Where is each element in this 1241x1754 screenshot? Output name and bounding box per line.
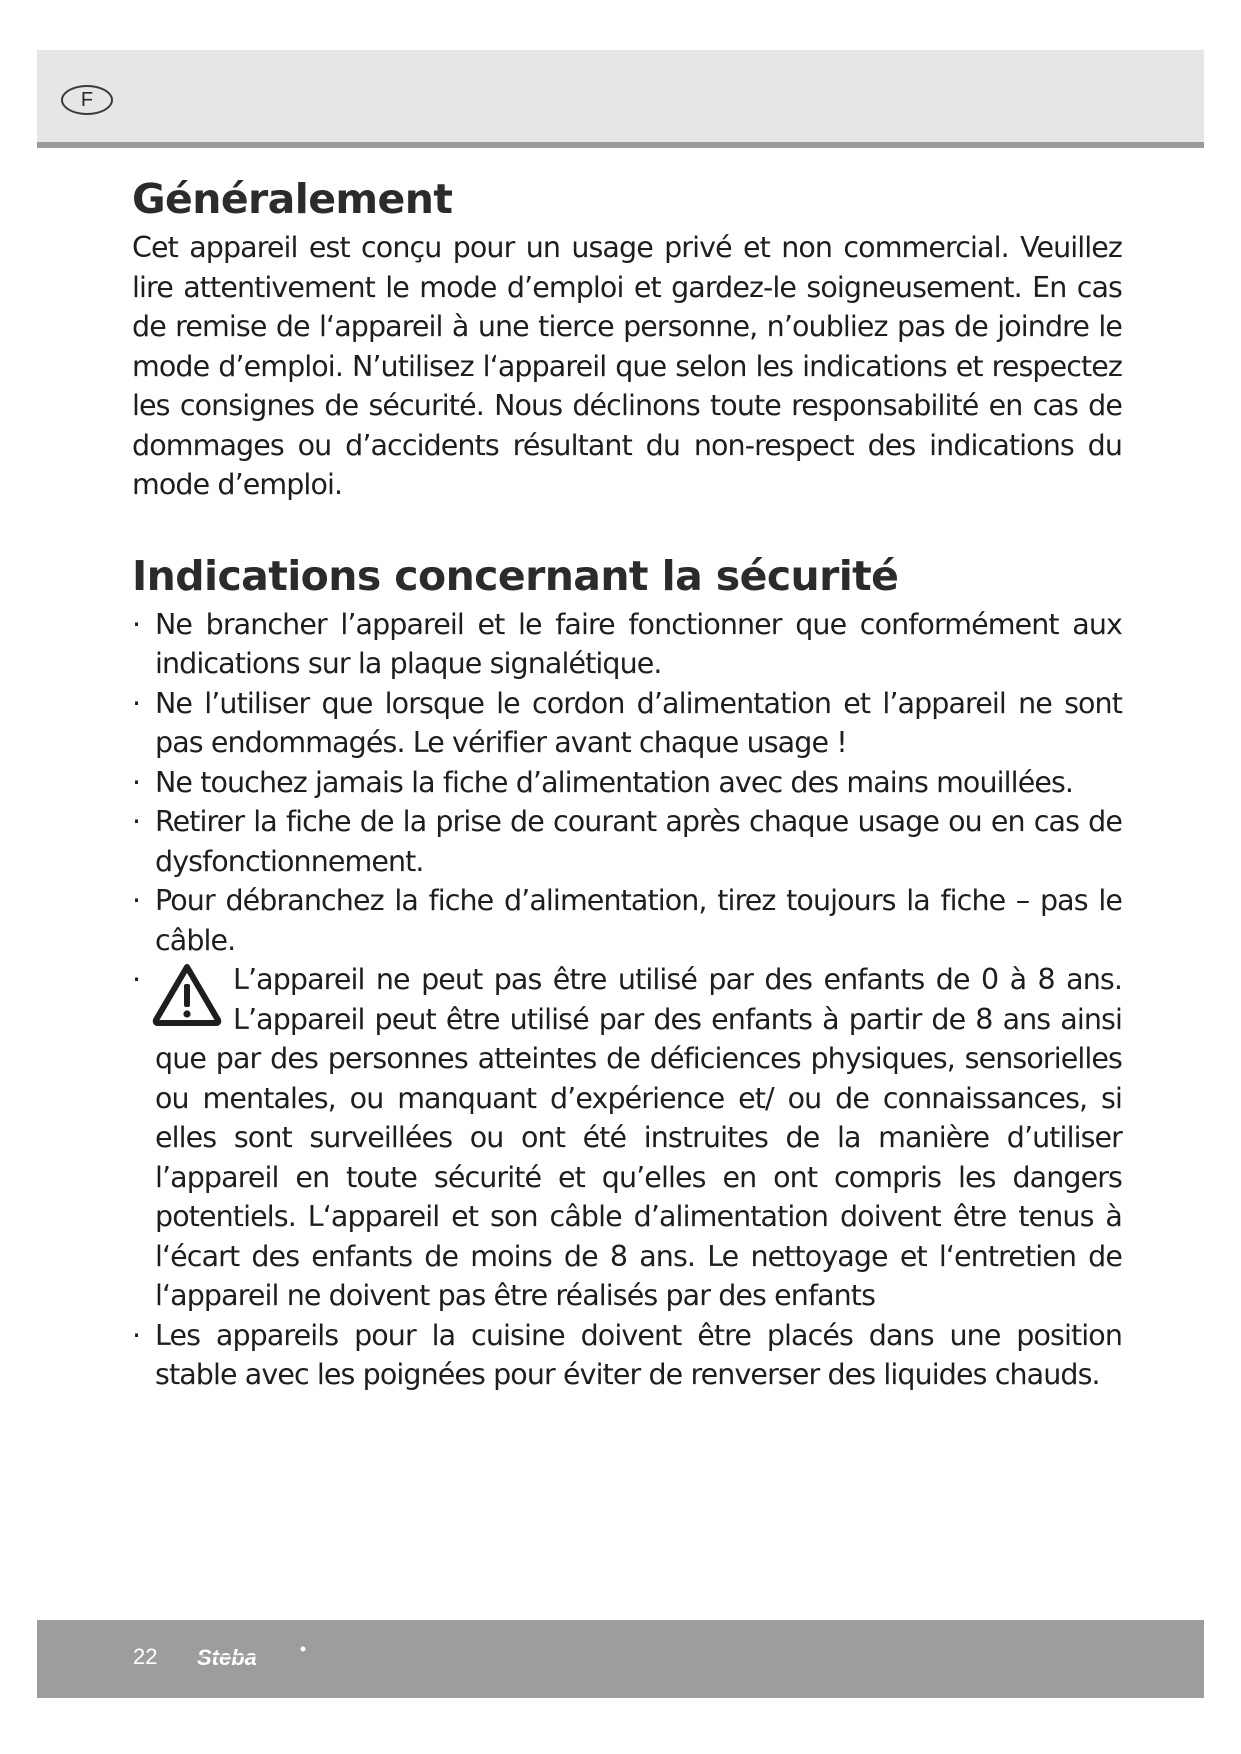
header-band [37,50,1204,148]
safety-item-text: Ne brancher l’appareil et le faire fonctionner que conformément aux indications sur la plaque signalétique. [155,607,1122,680]
bullet: · [132,963,141,996]
safety-list [132,605,1122,1395]
bullet: · [132,1318,141,1352]
bullet: · [132,607,141,641]
safety-item-text: Retirer la fiche de la prise de courant après chaque usage ou en cas de dysfonctionnement. [155,805,1122,878]
bullet: · [132,805,141,838]
bullet: · [132,884,141,917]
safety-heading: Indications concernant la sécurité [132,551,899,600]
safety-item-text: Ne l’utiliser que lorsque le cordon d’alimentation et l’appareil ne sont pas endommagés. Le vérifier avant chaque usage ! [155,686,1122,759]
safety-item [132,605,1122,684]
bullet: · [132,686,141,720]
footer-band [37,1620,1204,1698]
safety-item [132,684,1122,763]
general-heading: Généralement [132,175,453,223]
page-number: 22 [133,1644,158,1669]
safety-item [132,802,1122,881]
safety-item [132,881,1122,960]
safety-item [132,1316,1122,1395]
safety-item-text: L’appareil ne peut pas être utilisé par des enfants de 0 à 8 ans. L’appareil peut être utilisé par des enfants à partir de 8 ans ainsi que par des personnes atteintes de déficiences physiques, sensorielles ou mentales, ou manquant d’expérience et/ ou de connaissances, si elles sont surveillées ou ont été instruites de la manière d’utiliser l’appareil en toute sécurité et qu’elles en ont compris les dangers potentiels. L‘appareil et son câble d’alimentation doivent être tenus à l‘écart des enfants de moins de 8 ans. Le nettoyage et l‘entretien de l‘appareil ne doivent pas être réalisés par des enfants [155,963,1122,1312]
safety-item-text: Les appareils pour la cuisine doivent être placés dans une position stable avec les poignées pour éviter de renverser des liquides chauds. [155,1318,1122,1391]
safety-item-warning [132,960,1122,1316]
warning-triangle-icon [151,962,223,1028]
steba-logo [195,1644,313,1674]
safety-item [132,763,1122,803]
bullet: · [132,765,141,799]
language-badge: F [61,85,113,115]
brand-text: Steba [197,1645,257,1670]
general-paragraph: Cet appareil est conçu pour un usage privé et non commercial. Veuillez lire attentivement le mode d’emploi et gardez-le soigneusement. En cas de remise de l‘appareil à une tierce personne, n’oubliez pas de joindre le mode d’emploi. N’utilisez l‘appareil que selon les indications et respectez les consignes de sécurité. Nous déclinons toute responsabilité en cas de dommages ou d’accidents résultant du non-respect des indications du mode d’emploi. [132,231,1122,501]
page-content [132,170,1122,1395]
safety-item-text: Ne touchez jamais la fiche d’alimentation avec des mains mouillées. [155,765,1074,799]
safety-item-text: Pour débranchez la fiche d’alimentation, tirez toujours la fiche – pas le câble. [155,884,1122,957]
